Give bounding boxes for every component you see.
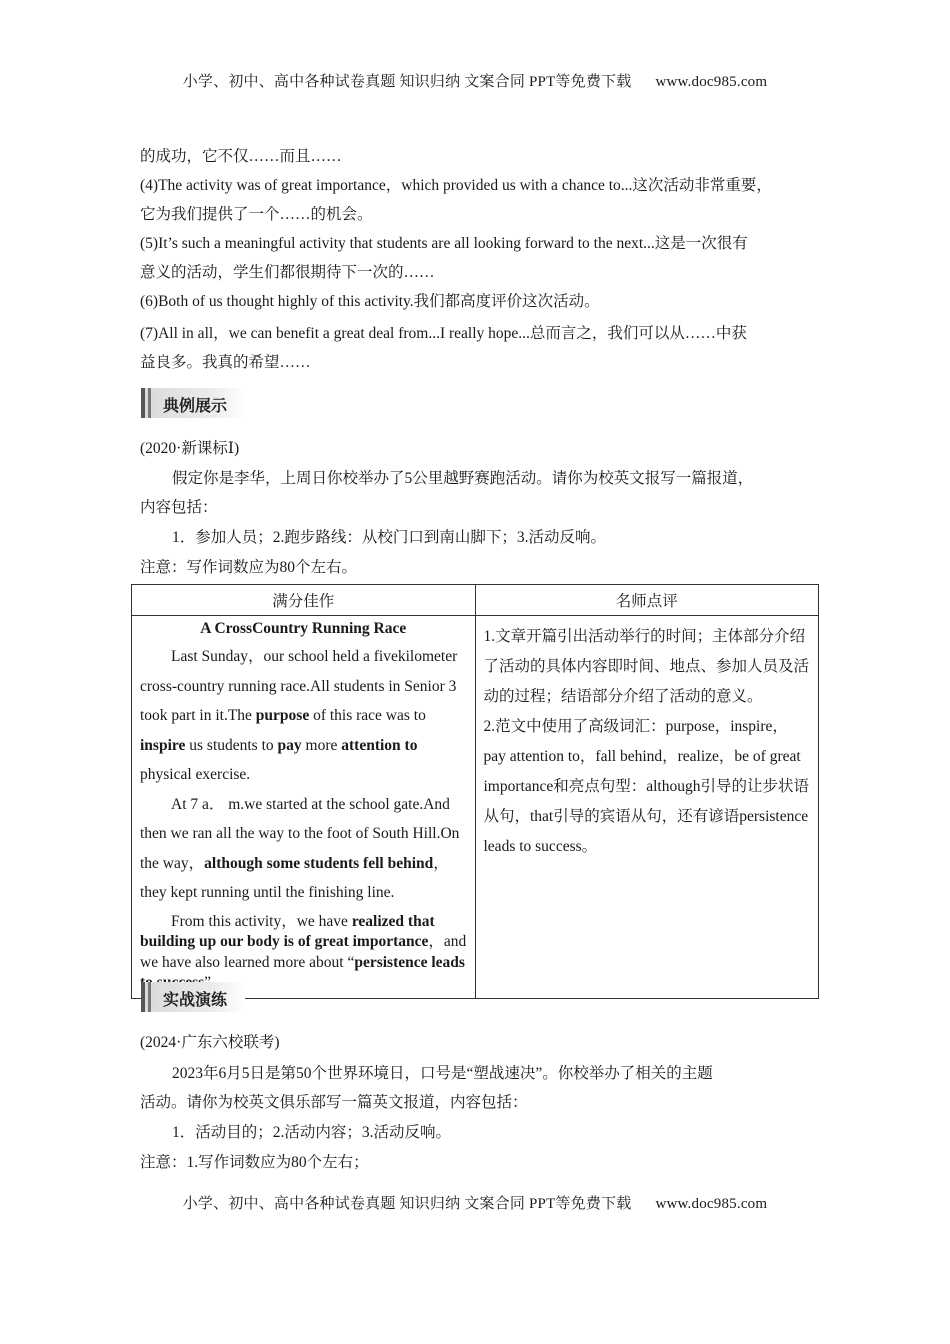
example-prompt-2: 内容包括： — [140, 499, 218, 516]
footer-text: 小学、初中、高中各种试卷真题 知识归纳 文案合同 PPT等免费下载 — [182, 1196, 632, 1212]
example-source: (2020·新课标Ⅰ) — [140, 440, 240, 457]
practice-prompt-2: 活动。请你为校英文俱乐部写一篇英文报道，内容包括： — [140, 1094, 528, 1111]
essay-paragraph-2: At 7 a． m.we started at the school gate.And then we ran all the way to the foot of South Hill.On the way，although some students fell behind，they kept running until the finishing line. — [140, 795, 460, 901]
footer-site[interactable]: www.doc985.com — [655, 1196, 768, 1212]
essay-cell — [132, 616, 476, 999]
section-bar — [148, 982, 151, 1012]
example-points: 1．参加人员；2.跑步路线：从校门口到南山脚下；3.活动反响。 — [172, 529, 607, 546]
intro-line-5: 意义的活动，学生们都很期待下一次的…… — [140, 264, 435, 281]
essay-paragraph-3: From this activity，we have realized that building up our body is of great importance，and we have also learned more about “persistence leads — [140, 912, 467, 971]
practice-source: (2024·广东六校联考) — [140, 1034, 280, 1051]
intro-line-6: (6)Both of us thought highly of this activity.我们都高度评价这次活动。 — [140, 293, 600, 310]
section-heading-example — [141, 388, 245, 418]
section-bar — [141, 388, 145, 418]
essay-paragraph-1: Last Sunday，our school held a fivekilometer cross-country running race.All students in Senior 3 took part in it.The purpose of this race was to inspire us students to pay more attention to physical exercise. — [140, 648, 458, 783]
intro-line-8: 益良多。我真的希望…… — [140, 354, 311, 371]
header-site[interactable]: www.doc985.com — [655, 74, 768, 90]
comment-cell — [475, 616, 819, 999]
example-prompt-1: 假定你是李华，上周日你校举办了5公里越野赛跑活动。请你为校英文报写一篇报道， — [172, 470, 754, 487]
practice-prompt-1: 2023年6月5日是第50个世界环境日，口号是“塑战速决”。你校举办了相关的主题 — [172, 1065, 713, 1082]
example-note: 注意：写作词数应为80个左右。 — [140, 559, 358, 576]
col-header-essay: 满分佳作 — [132, 585, 476, 616]
practice-points: 1．活动目的；2.活动内容；3.活动反响。 — [172, 1124, 452, 1141]
section-title: 典例展示 — [163, 396, 228, 415]
intro-line-7: (7)All in all，we can benefit a great deal from...I really hope...总而言之，我们可以从……中获 — [140, 325, 747, 342]
page-header — [0, 70, 950, 91]
header-text: 小学、初中、高中各种试卷真题 知识归纳 文案合同 PPT等免费下载 — [182, 74, 632, 90]
col-header-comment: 名师点评 — [475, 585, 819, 616]
comment-1: 1.文章开篇引出活动举行的时间；主体部分介绍了活动的具体内容即时间、地点、参加人员及活动的过程；结语部分介绍了活动的意义。 — [483, 628, 810, 705]
section-bar — [141, 982, 145, 1012]
comment-2: 2.范文中使用了高级词汇：purpose，inspire，pay attention to，fall behind，realize，be of great importance和亮点句型：although引导的让步状语从句，that引导的宾语从句，还有谚语persistence leads to success。 — [483, 718, 809, 855]
section-title: 实战演练 — [163, 990, 228, 1009]
section-bar — [148, 388, 151, 418]
practice-note: 注意：1.写作词数应为80个左右； — [140, 1154, 369, 1171]
page-footer — [0, 1192, 950, 1213]
table-row — [132, 616, 819, 999]
intro-line-3: 它为我们提供了一个……的机会。 — [140, 206, 373, 223]
intro-line-2: (4)The activity was of great importance，which provided us with a chance to...这次活动非常重要， — [140, 177, 772, 194]
intro-line-1: 的成功，它不仅……而且…… — [140, 148, 342, 165]
table-header-row — [132, 585, 819, 616]
essay-title: A CrossCountry Running Race — [200, 620, 407, 637]
example-table — [131, 584, 819, 999]
intro-line-4: (5)It’s such a meaningful activity that students are all looking forward to the next...这是一次很有 — [140, 235, 748, 252]
section-heading-practice — [141, 982, 245, 1012]
